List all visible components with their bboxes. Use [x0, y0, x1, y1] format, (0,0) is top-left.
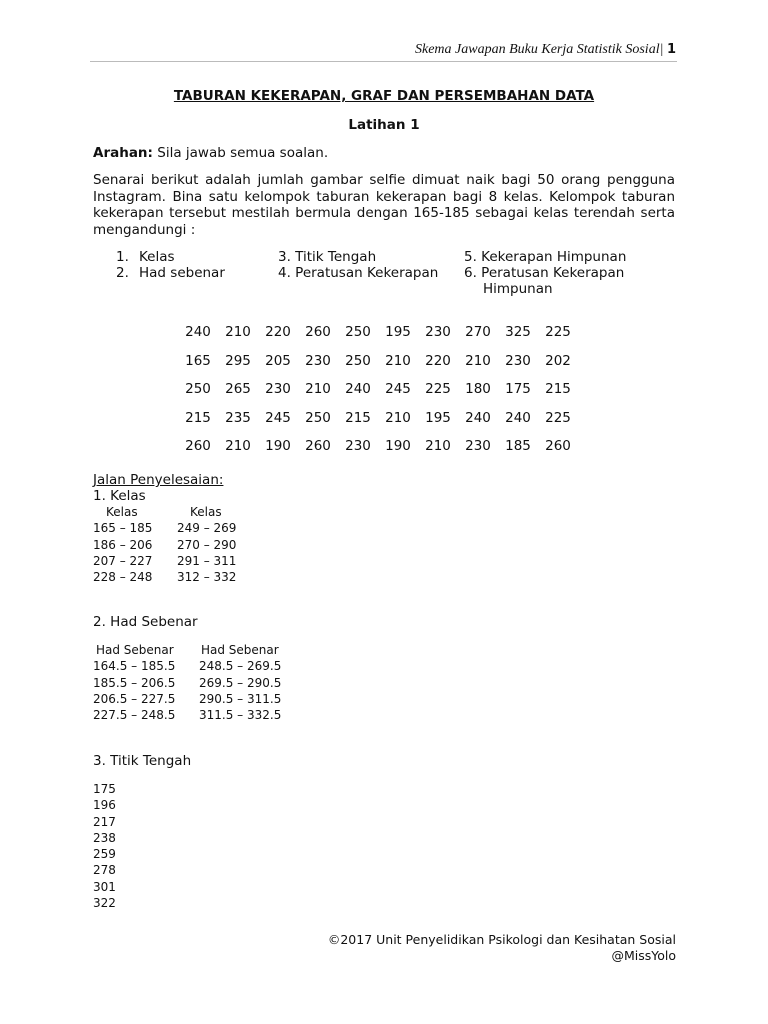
raw-data-grid — [178, 324, 578, 467]
data-row — [178, 381, 578, 410]
page-number: 1 — [666, 42, 676, 57]
solution-heading: Jalan Penyelesaian: — [93, 472, 224, 488]
data-cell: 230 — [305, 352, 331, 369]
data-cell: 240 — [185, 324, 211, 340]
data-cell: 250 — [345, 352, 371, 369]
data-cell: 210 — [465, 352, 491, 369]
question-paragraph: Senarai berikut adalah jumlah gambar selfie dimuat naik bagi 50 orang pengguna Instagram. Bina satu kelompok taburan kekerapan bagi 8 kelas. Kelompok taburan kekerapan tersebut mestilah bermula dengan 165-185 sebagai kelas terendah serta mengandungi : — [93, 172, 675, 238]
data-cell: 250 — [185, 381, 211, 397]
data-cell: 260 — [305, 438, 331, 454]
had-heading: 2. Had Sebenar — [93, 614, 198, 630]
data-cell: 230 — [345, 438, 371, 454]
data-cell: 325 — [505, 324, 531, 340]
data-cell: 195 — [425, 409, 451, 426]
boundary-range: 185.5 – 206.5 — [93, 675, 176, 690]
list-item: 4. Peratusan Kekerapan — [278, 265, 439, 281]
list-item: 3. Titik Tengah — [278, 249, 377, 265]
boundary-range: 206.5 – 227.5 — [93, 691, 176, 706]
footer-handle: @MissYolo — [611, 948, 676, 963]
list-label: Kelas — [139, 249, 175, 265]
data-cell: 265 — [225, 381, 251, 397]
list-label: Had sebenar — [139, 265, 225, 281]
data-cell: 240 — [345, 381, 371, 397]
document-title: TABURAN KEKERAPAN, GRAF DAN PERSEMBAHAN DATA — [173, 88, 595, 104]
header-rule — [90, 61, 677, 62]
data-cell: 210 — [425, 438, 451, 454]
boundary-range: 290.5 – 311.5 — [199, 691, 282, 706]
data-cell: 270 — [465, 324, 491, 340]
data-cell: 215 — [545, 381, 571, 397]
class-range: 270 – 290 — [177, 537, 237, 552]
midpoint-value: 196 — [93, 798, 116, 813]
instructions-label: Arahan: — [93, 145, 153, 161]
data-cell: 210 — [225, 324, 251, 340]
instructions-text: Sila jawab semua soalan. — [152, 145, 329, 161]
data-row — [178, 410, 578, 439]
data-cell: 295 — [225, 352, 251, 369]
class-range: 228 – 248 — [93, 570, 153, 585]
data-cell: 260 — [545, 438, 571, 454]
data-cell: 260 — [305, 324, 331, 340]
class-range: 249 – 269 — [177, 521, 237, 536]
midpoint-value: 322 — [93, 896, 116, 911]
data-cell: 180 — [465, 381, 491, 397]
boundary-range: 311.5 – 332.5 — [199, 708, 282, 723]
class-range: 207 – 227 — [93, 553, 153, 568]
list-item — [116, 265, 225, 281]
data-cell: 215 — [345, 409, 371, 426]
data-cell: 220 — [265, 324, 291, 340]
column-label: Kelas — [190, 505, 222, 519]
class-range: 186 – 206 — [93, 537, 153, 552]
list-number: 1. — [116, 249, 129, 265]
data-cell: 230 — [465, 438, 491, 454]
data-cell: 195 — [385, 324, 411, 340]
data-cell: 230 — [505, 352, 531, 369]
midpoint-value: 238 — [93, 830, 116, 845]
data-row — [178, 324, 578, 353]
data-cell: 225 — [425, 381, 451, 397]
class-range: 312 – 332 — [177, 570, 237, 585]
data-cell: 245 — [265, 409, 291, 426]
titik-heading: 3. Titik Tengah — [93, 753, 192, 769]
midpoint-value: 217 — [93, 814, 116, 829]
list-number: 2. — [116, 265, 129, 281]
midpoint-value: 278 — [93, 863, 116, 878]
midpoint-value: 175 — [93, 782, 116, 796]
data-cell: 210 — [225, 438, 251, 454]
boundary-range: 269.5 – 290.5 — [199, 675, 282, 690]
page-header — [0, 42, 676, 58]
midpoint-value: 259 — [93, 847, 116, 862]
kelas-heading: 1. Kelas — [93, 488, 146, 504]
column-label: Kelas — [106, 505, 138, 519]
data-cell: 205 — [265, 352, 291, 369]
data-cell: 230 — [425, 324, 451, 340]
data-cell: 210 — [305, 381, 331, 397]
list-item: 5. Kekerapan Himpunan — [464, 249, 627, 265]
list-item — [116, 249, 175, 265]
boundary-range: 227.5 – 248.5 — [93, 708, 176, 723]
data-cell: 225 — [545, 324, 571, 340]
data-cell: 250 — [345, 324, 371, 340]
data-cell: 215 — [185, 409, 211, 426]
midpoint-value: 301 — [93, 879, 116, 894]
instructions — [93, 145, 328, 161]
data-cell: 245 — [385, 381, 411, 397]
exercise-title: Latihan 1 — [348, 117, 420, 133]
data-cell: 250 — [305, 409, 331, 426]
footer-copyright: ©2017 Unit Penyelidikan Psikologi dan Kesihatan Sosial — [327, 932, 676, 947]
class-range: 165 – 185 — [93, 521, 153, 536]
boundary-range: 164.5 – 185.5 — [93, 659, 176, 674]
data-cell: 210 — [385, 409, 411, 426]
data-cell: 225 — [545, 409, 571, 426]
list-item-continuation: Himpunan — [483, 281, 553, 297]
column-label: Had Sebenar — [201, 643, 279, 657]
data-cell: 175 — [505, 381, 531, 397]
data-cell: 240 — [505, 409, 531, 426]
boundary-range: 248.5 – 269.5 — [199, 659, 282, 674]
midpoint-list — [93, 781, 116, 911]
data-cell: 190 — [385, 438, 411, 454]
data-cell: 260 — [185, 438, 211, 454]
data-row — [178, 353, 578, 382]
header-separator: | — [659, 42, 664, 57]
data-cell: 165 — [185, 352, 211, 369]
data-cell: 235 — [225, 409, 251, 426]
data-cell: 190 — [265, 438, 291, 454]
data-cell: 185 — [505, 438, 531, 454]
class-range: 291 – 311 — [177, 553, 237, 568]
data-cell: 210 — [385, 352, 411, 369]
footer — [0, 932, 676, 964]
data-cell: 220 — [425, 352, 451, 369]
data-cell: 202 — [545, 352, 571, 369]
column-label: Had Sebenar — [96, 643, 174, 657]
data-row — [178, 438, 578, 467]
header-text: Skema Jawapan Buku Kerja Statistik Sosial — [415, 42, 660, 57]
data-cell: 230 — [265, 381, 291, 397]
data-cell: 240 — [465, 409, 491, 426]
list-item: 6. Peratusan Kekerapan — [464, 265, 625, 281]
